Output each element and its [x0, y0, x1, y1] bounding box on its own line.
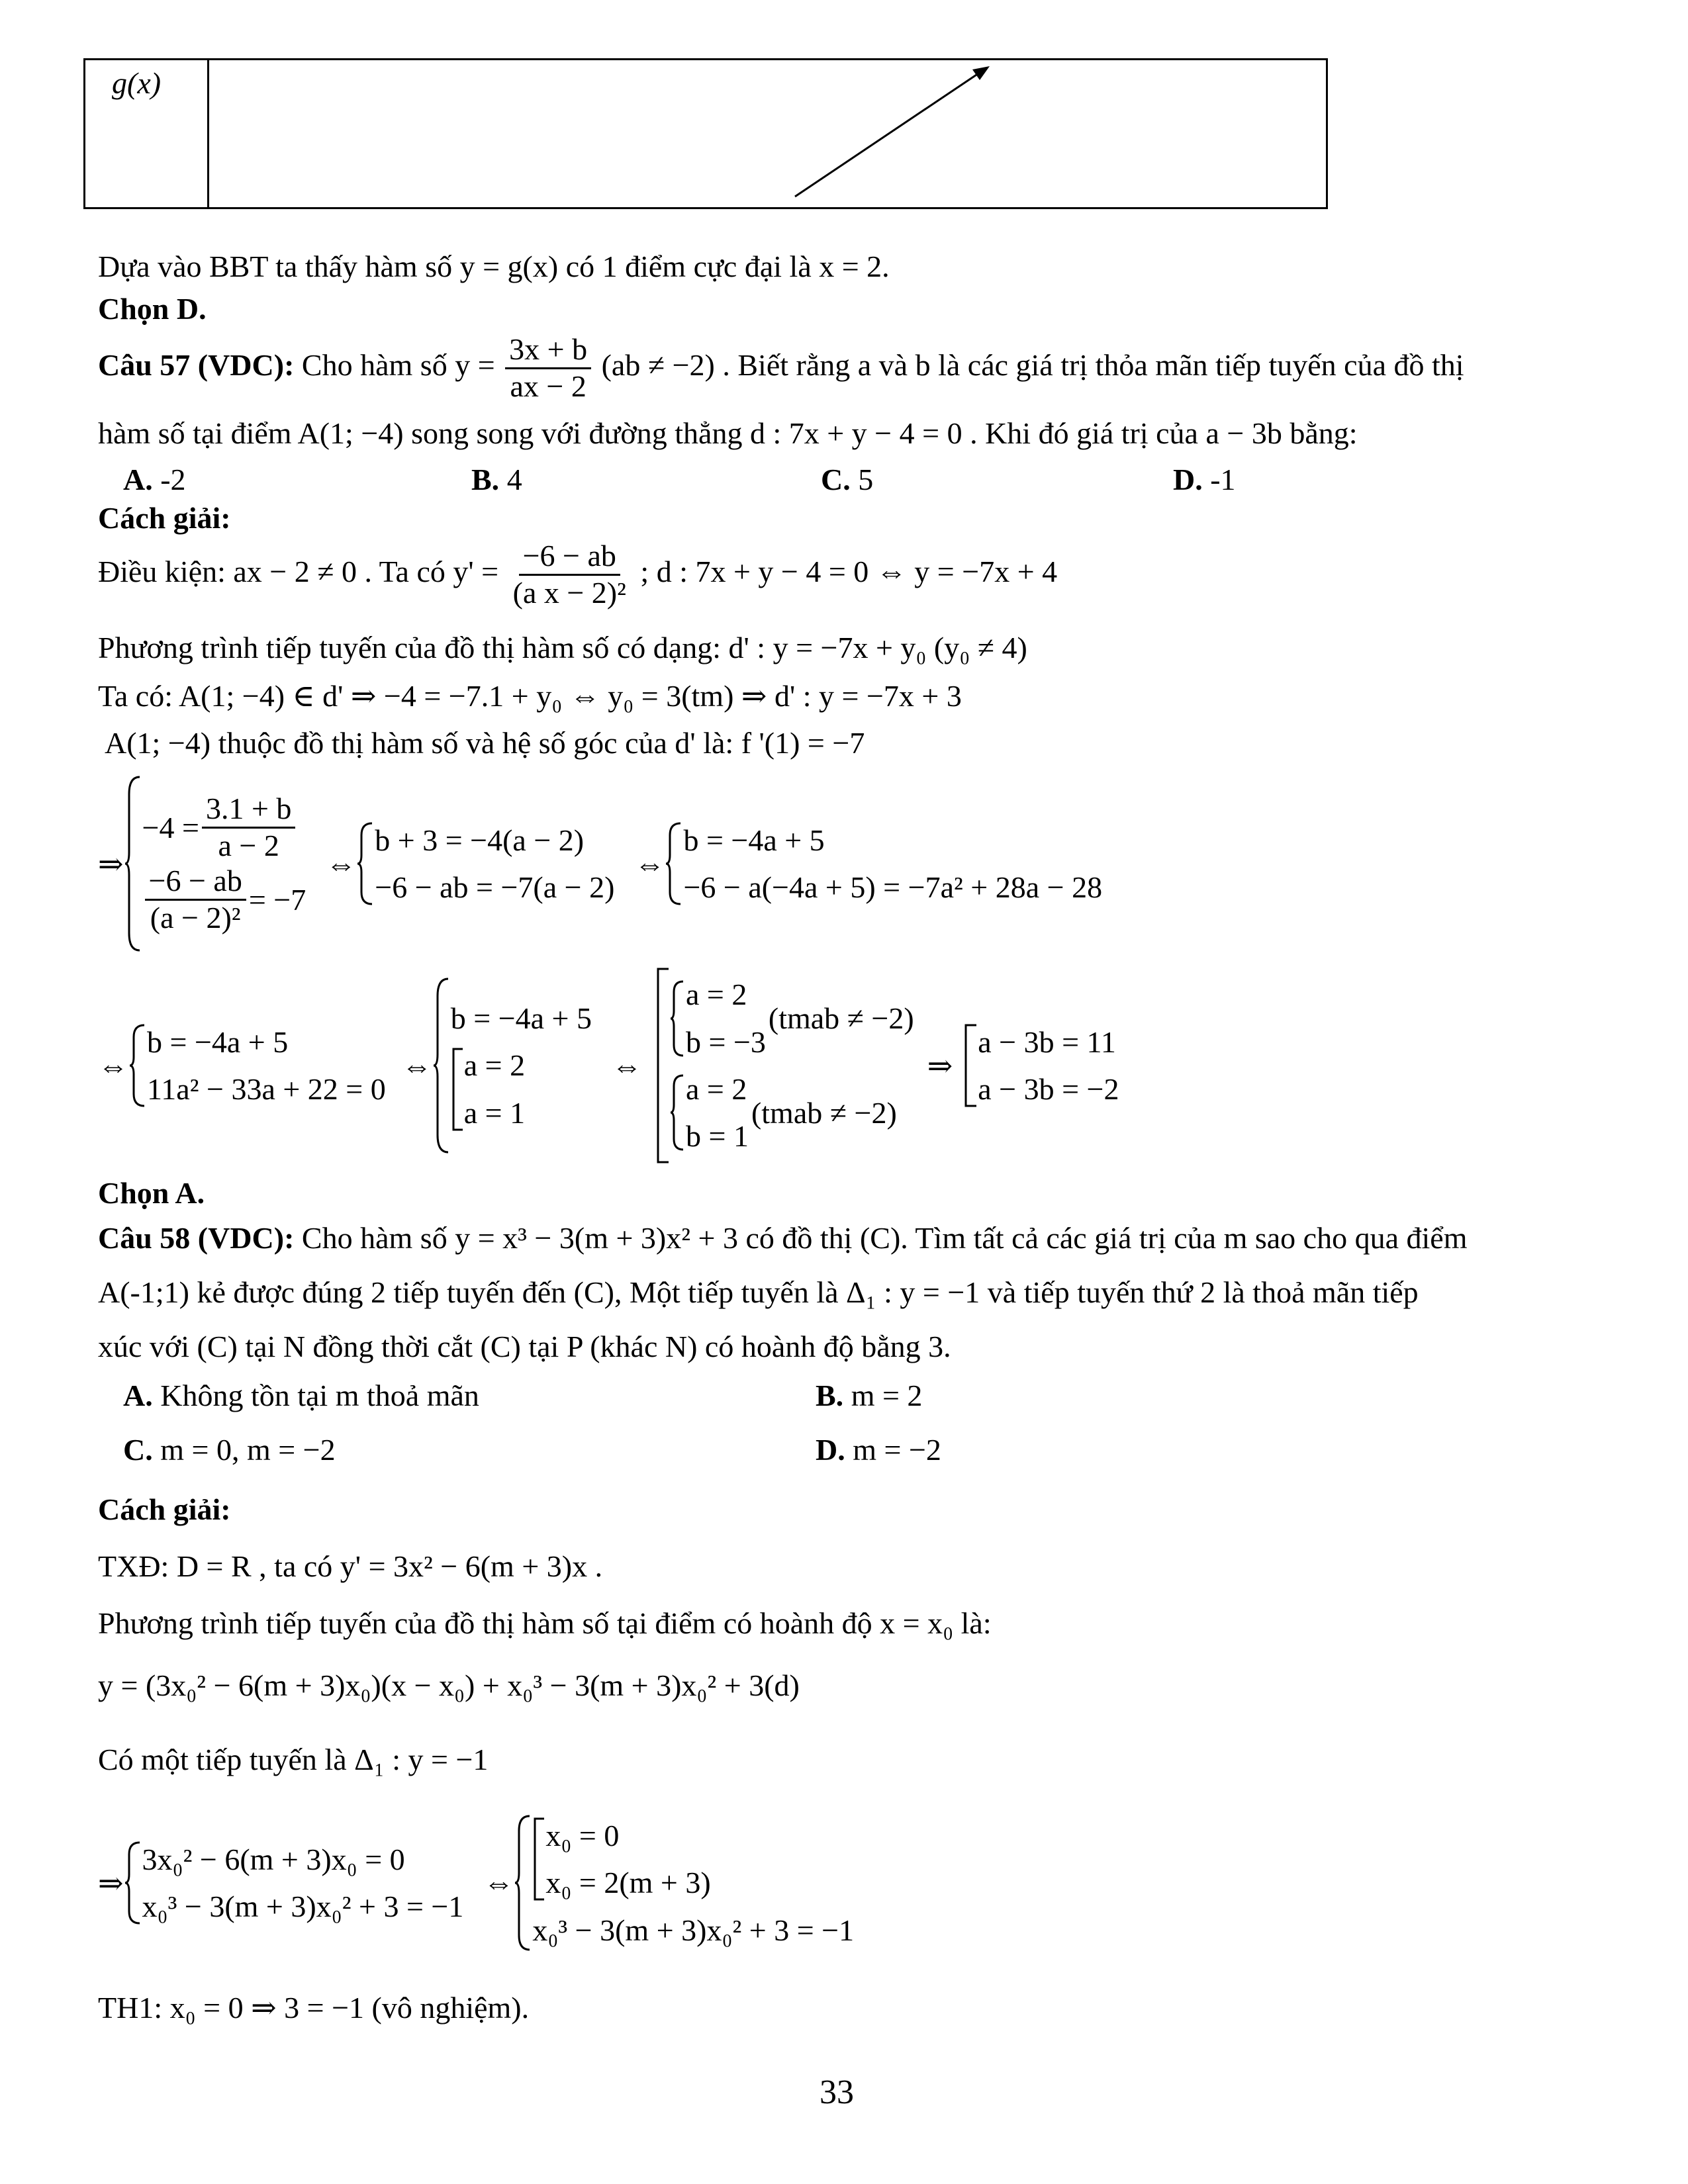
q57-sys7: a − 3b = 11 a − 3b = −2 [978, 1024, 1119, 1106]
q57-post: (ab ≠ −2) . Biết rằng a và b là các giá trị thỏa mãn tiếp tuyến của đồ thị [601, 347, 1464, 382]
implies-symbol: ⇒ [927, 1049, 953, 1083]
table-row-label: g(x) [112, 66, 162, 100]
brace-icon [356, 821, 375, 907]
brace-icon [124, 774, 142, 953]
implies-symbol: ⇒ [98, 847, 124, 881]
q57-option-a: A. -2 [123, 463, 186, 496]
q57-sys6: a = 2 b = −3 (tmab ≠ −2) a = 2 b = 1 (tmab ≠ −2) [670, 971, 914, 1160]
increasing-arrow-icon [85, 60, 1330, 211]
variation-table [83, 58, 1328, 209]
q58-sysA: 3x₀² − 6(m + 3)x₀ = 0 x₀³ − 3(m + 3)x₀² + 3 = −1 [142, 1842, 464, 1923]
equiv-symbol: ⇔ [483, 1866, 514, 1900]
q57-line2: hàm số tại điểm A(1; −4) song song với đường thẳng d : 7x + y − 4 = 0 . Khi đó giá trị của a − 3b bằng: [98, 416, 1358, 450]
q57-option-b: B. 4 [471, 463, 522, 496]
q58-line1: Câu 58 (VDC): Cho hàm số y = x³ − 3(m + 3)x² + 3 có đồ thị (C). Tìm tất cả các giá trị của m sao cho qua điểm [98, 1221, 1468, 1255]
q58-solution-title: Cách giải: [98, 1492, 231, 1526]
q58-txd: TXĐ: D = R , ta có y' = 3x² − 6(m + 3)x . [98, 1549, 603, 1583]
implies-symbol: ⇒ [98, 1866, 124, 1900]
q58-one-tangent: Có một tiếp tuyến là Δ₁ : y = −1 [98, 1743, 489, 1776]
q58-th1: TH1: x₀ = 0 ⇒ 3 = −1 (vô nghiệm). [98, 1991, 530, 2025]
q57-system-row2 [98, 966, 1119, 1165]
q57-frac-den: ax − 2 [510, 369, 586, 403]
q58-sysB: x₀ = 0 x₀ = 2(m + 3) x₀³ − 3(m + 3)x₀² + 3 = −1 [532, 1812, 854, 1954]
q57-tangent-form: Phương trình tiếp tuyến của đồ thị hàm số có dạng: d' : y = −7x + y₀ (y₀ ≠ 4) [98, 631, 1027, 664]
q57-label: Câu 57 (VDC): [98, 347, 295, 382]
bracket-icon [532, 1816, 545, 1902]
q57-frac-num: 3x + b [505, 332, 591, 369]
equiv-symbol: ⇔ [612, 1048, 642, 1083]
q58-option-c: C. m = 0, m = −2 [123, 1433, 336, 1467]
brace-icon [432, 976, 451, 1155]
q58-line3: xúc với (C) tại N đồng thời cắt (C) tại P (khác N) có hoành độ bằng 3. [98, 1330, 951, 1363]
q58-option-d: D. m = −2 [816, 1433, 941, 1467]
bbt-conclusion: Dựa vào BBT ta thấy hàm số y = g(x) có 1 điểm cực đại là x = 2. [98, 250, 890, 283]
q58-pt-line: Phương trình tiếp tuyến của đồ thị hàm số tại điểm có hoành độ x = x₀ là: [98, 1606, 992, 1640]
brace-icon [124, 1840, 142, 1926]
q57-sys3: b = −4a + 5 −6 − a(−4a + 5) = −7a² + 28a − 28 [683, 823, 1103, 904]
equiv-symbol: ⇔ [326, 846, 357, 881]
q58-system [98, 1812, 854, 1954]
q58-line2: A(-1;1) kẻ được đúng 2 tiếp tuyến đến (C), Một tiếp tuyến là Δ₁ : y = −1 và tiếp tuyến thứ 2 là thoả mãn tiếp [98, 1275, 1419, 1309]
q57-taco: Ta có: A(1; −4) ∈ d' ⇒ −4 = −7.1 + y₀ ⇔ y₀ = 3(tm) ⇒ d' : y = −7x + 3 [98, 679, 962, 713]
bracket-icon [655, 966, 670, 1165]
choose-d: Chọn D. [98, 292, 207, 326]
brace-icon [670, 979, 686, 1058]
bracket-icon [451, 1046, 464, 1132]
brace-icon [514, 1813, 532, 1952]
brace-icon [665, 821, 683, 907]
q57-pre: Cho hàm số y = [301, 347, 495, 382]
choose-a: Chọn A. [98, 1176, 205, 1210]
q57-derivative-fraction: $\frac{-6 - ab}{\text{(a x − 2)²}}$ [512, 539, 626, 610]
equiv-symbol: ⇔ [401, 1048, 432, 1083]
q57-line1 [98, 332, 1464, 404]
q58-eq-d: y = (3x₀² − 6(m + 3)x₀)(x − x₀) + x₀³ − 3(m + 3)x₀² + 3(d) [98, 1668, 800, 1702]
q57-sys2: b + 3 = −4(a − 2) −6 − ab = −7(a − 2) [375, 823, 615, 904]
q57-condition: Điều kiện: ax − 2 ≠ 0 . Ta có y' = $\frac{-6 - ab}{\text{(a x − 2)²}}$ ; d : 7x + y − 4 = 0 ⇔ y = −7x + 4 [98, 539, 1058, 610]
q58-option-b: B. m = 2 [816, 1379, 923, 1412]
page-number: 33 [820, 2073, 854, 2111]
q57-sys5: b = −4a + 5 a = 2 a = 1 [451, 995, 592, 1136]
q57-system-row1 [98, 774, 1102, 953]
q58-option-a: A. Không tồn tại m thoả mãn [123, 1379, 479, 1412]
bracket-icon [963, 1023, 978, 1109]
q57-fraction [505, 332, 591, 404]
q57-thuoc: A(1; −4) thuộc đồ thị hàm số và hệ số góc của d' là: f '(1) = −7 [105, 726, 865, 760]
q57-option-c: C. 5 [821, 463, 874, 496]
q57-solution-title: Cách giải: [98, 501, 231, 535]
brace-icon [128, 1023, 147, 1109]
q57-sys1: −4 = $\frac{3.1 + b}{a - 2}$ $\frac{-6 - ab}{\text{(a − 2)²}}$ = −7 [142, 792, 306, 934]
q57-option-d: D. -1 [1173, 463, 1236, 496]
brace-icon [670, 1073, 686, 1152]
equiv-symbol: ⇔ [634, 846, 665, 881]
q57-sys4: b = −4a + 5 11a² − 33a + 22 = 0 [147, 1024, 386, 1106]
equiv-symbol: ⇔ [98, 1048, 128, 1083]
